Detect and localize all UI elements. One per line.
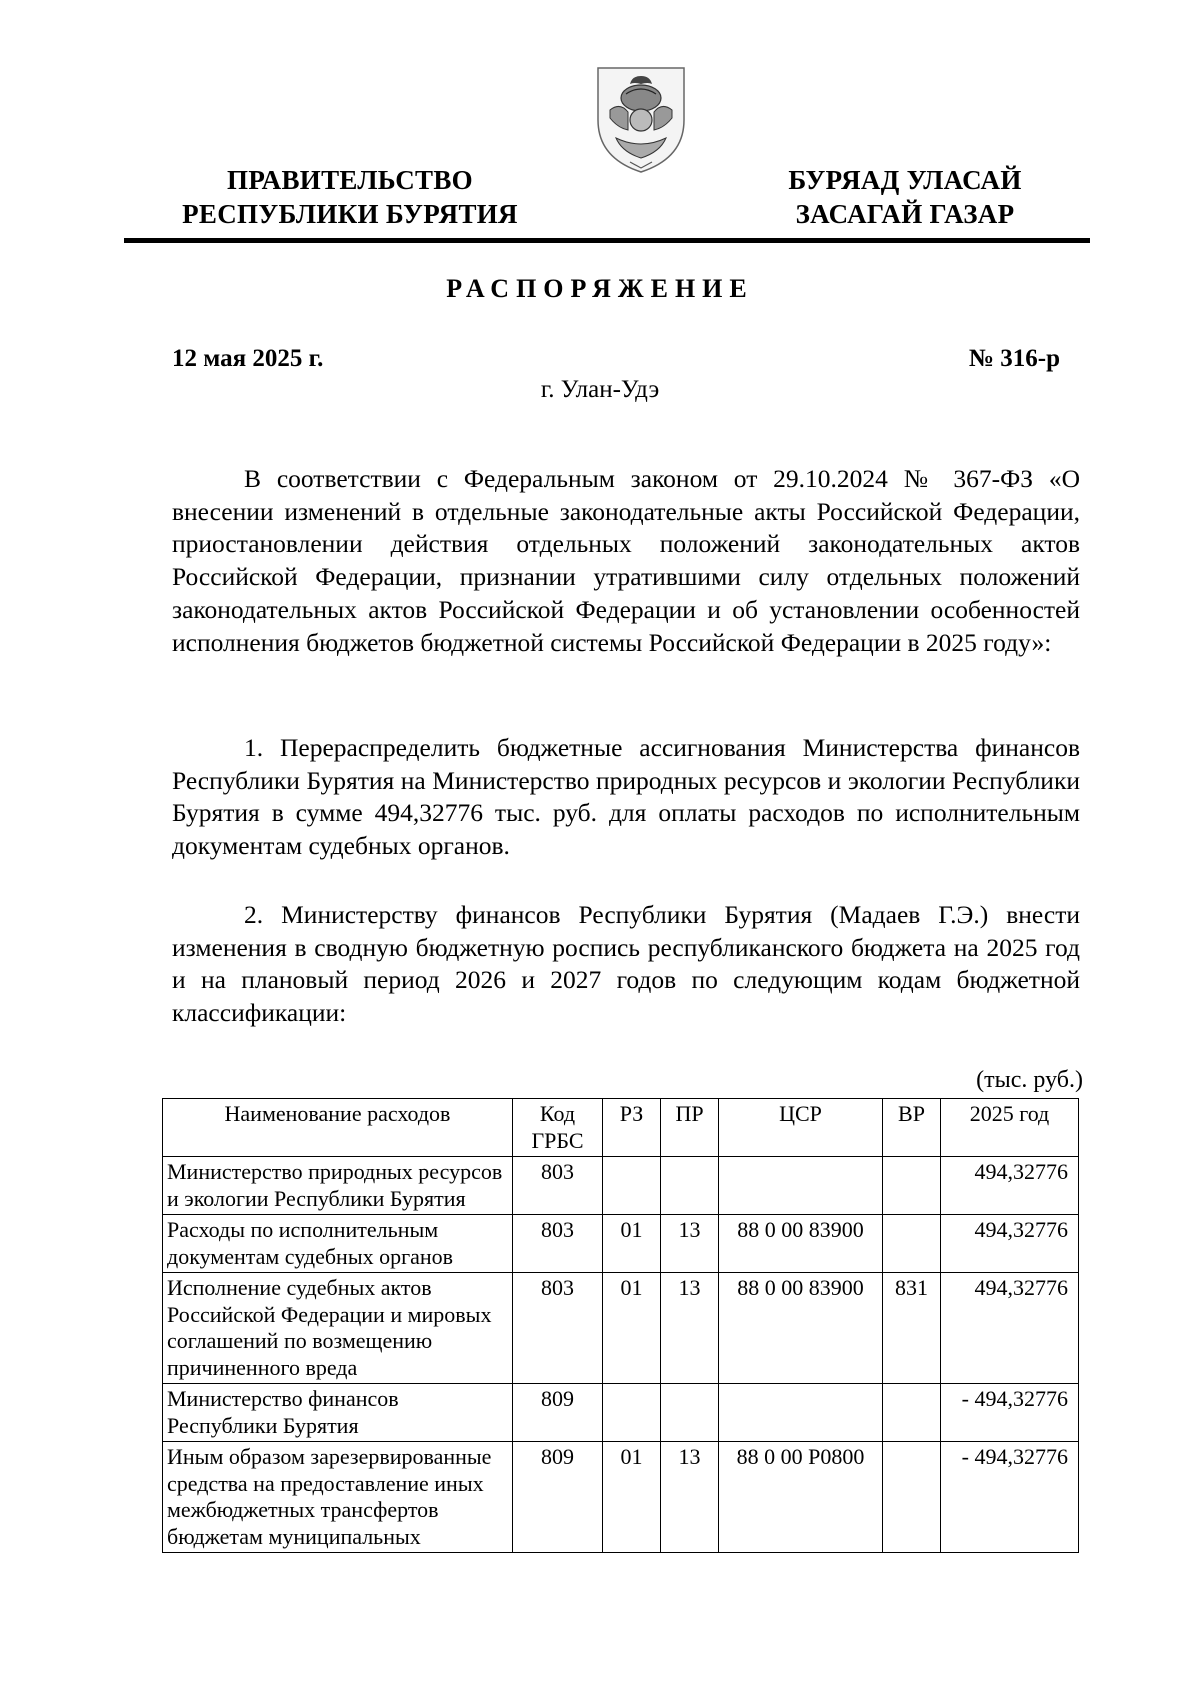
- cell-csr: [719, 1384, 883, 1442]
- table-units: (тыс. руб.): [976, 1067, 1083, 1093]
- cell-pr: 13: [661, 1273, 719, 1384]
- header-right-name: [760, 163, 1050, 231]
- cell-name: Министерство финансов Республики Бурятия: [163, 1384, 513, 1442]
- header-left-line-1: ПРАВИТЕЛЬСТВО: [227, 165, 473, 195]
- cell-grbs: 803: [513, 1157, 603, 1215]
- cell-pr: 13: [661, 1215, 719, 1273]
- cell-vr: 831: [883, 1273, 941, 1384]
- document-date: 12 мая 2025 г.: [172, 345, 324, 372]
- cell-name: [163, 1442, 513, 1553]
- cell-pr: 13: [661, 1442, 719, 1553]
- cell-amount: 494,32776: [941, 1273, 1079, 1384]
- cell-grbs: 803: [513, 1273, 603, 1384]
- cell-rz: 01: [603, 1215, 661, 1273]
- header-vr: ВР: [883, 1099, 941, 1157]
- cell-name: Расходы по исполнительным документам судебных органов: [163, 1215, 513, 1273]
- table-row: [163, 1157, 1079, 1215]
- document-number: № 316-р: [968, 345, 1060, 372]
- cell-name: Исполнение судебных актов Российской Федерации и мировых соглашений по возмещению причиненного вреда: [163, 1273, 513, 1384]
- table-row: [163, 1384, 1079, 1442]
- cell-csr: 88 0 00 83900: [719, 1273, 883, 1384]
- cell-amount: 494,32776: [941, 1157, 1079, 1215]
- document-type: РАСПОРЯЖЕНИЕ: [446, 274, 754, 303]
- document-city: г. Улан-Удэ: [540, 376, 660, 403]
- item-2-paragraph: 2. Министерству финансов Республики Бурятия (Мадаев Г.Э.) внести изменения в сводную бюджетную роспись республиканского бюджета на 2025 год и на плановый период 2026 и 2027 годов по следующим кодам бюджетной классификации:: [172, 900, 1080, 1028]
- budget-table: [162, 1098, 1079, 1553]
- header-csr: ЦСР: [719, 1099, 883, 1157]
- cell-csr: [719, 1157, 883, 1215]
- header-rz: РЗ: [603, 1099, 661, 1157]
- table-header-row: [163, 1099, 1079, 1157]
- cell-vr: [883, 1442, 941, 1553]
- cell-csr: 88 0 00 Р0800: [719, 1442, 883, 1553]
- header-divider: [124, 238, 1090, 243]
- cell-name-text: Иным образом зарезервированные средства на предоставление иных межбюджетных трансфертов бюджетам муниципальных: [167, 1444, 492, 1549]
- cell-vr: [883, 1384, 941, 1442]
- table-row: [163, 1442, 1079, 1553]
- cell-pr: [661, 1384, 719, 1442]
- cell-grbs: 809: [513, 1384, 603, 1442]
- cell-rz: 01: [603, 1273, 661, 1384]
- cell-grbs: 809: [513, 1442, 603, 1553]
- cell-amount: - 494,32776: [941, 1384, 1079, 1442]
- intro-paragraph: В соответствии с Федеральным законом от 29.10.2024 № 367-ФЗ «О внесении изменений в отдельные законодательные акты Российской Федерации, приостановлении действия отдельных положений законодательных актов Российской Федерации, признании утратившими силу отдельных положений законодательных актов Российской Федерации и об установлении особенностей исполнения бюджетов бюджетной системы Российской Федерации в 2025 году»:: [172, 464, 1080, 657]
- cell-vr: [883, 1157, 941, 1215]
- cell-rz: [603, 1157, 661, 1215]
- cell-amount: - 494,32776: [941, 1442, 1079, 1553]
- table-row: [163, 1215, 1079, 1273]
- cell-vr: [883, 1215, 941, 1273]
- header-name: Наименование расходов: [163, 1099, 513, 1157]
- cell-name: Министерство природных ресурсов и экологии Республики Бурятия: [163, 1157, 513, 1215]
- header-amount: 2025 год: [941, 1099, 1079, 1157]
- header-grbs: Код ГРБС: [513, 1099, 603, 1157]
- header-right-line-2: ЗАСАГАЙ ГАЗАР: [795, 199, 1015, 229]
- cell-rz: [603, 1384, 661, 1442]
- table-row: [163, 1273, 1079, 1384]
- cell-grbs: 803: [513, 1215, 603, 1273]
- cell-amount: 494,32776: [941, 1215, 1079, 1273]
- header-pr: ПР: [661, 1099, 719, 1157]
- header-right-line-1: БУРЯАД УЛАСАЙ: [788, 165, 1022, 195]
- header-left-line-2: РЕСПУБЛИКИ БУРЯТИЯ: [182, 199, 518, 229]
- header-left-name: [170, 163, 530, 231]
- cell-csr: 88 0 00 83900: [719, 1215, 883, 1273]
- item-1-paragraph: 1. Перераспределить бюджетные ассигнования Министерства финансов Республики Бурятия на Министерство природных ресурсов и экологии Республики Бурятия в сумме 494,32776 тыс. руб. для оплаты расходов по исполнительным документам судебных органов.: [172, 733, 1080, 861]
- coat-of-arms-emblem: [590, 58, 692, 176]
- cell-pr: [661, 1157, 719, 1215]
- cell-rz: 01: [603, 1442, 661, 1553]
